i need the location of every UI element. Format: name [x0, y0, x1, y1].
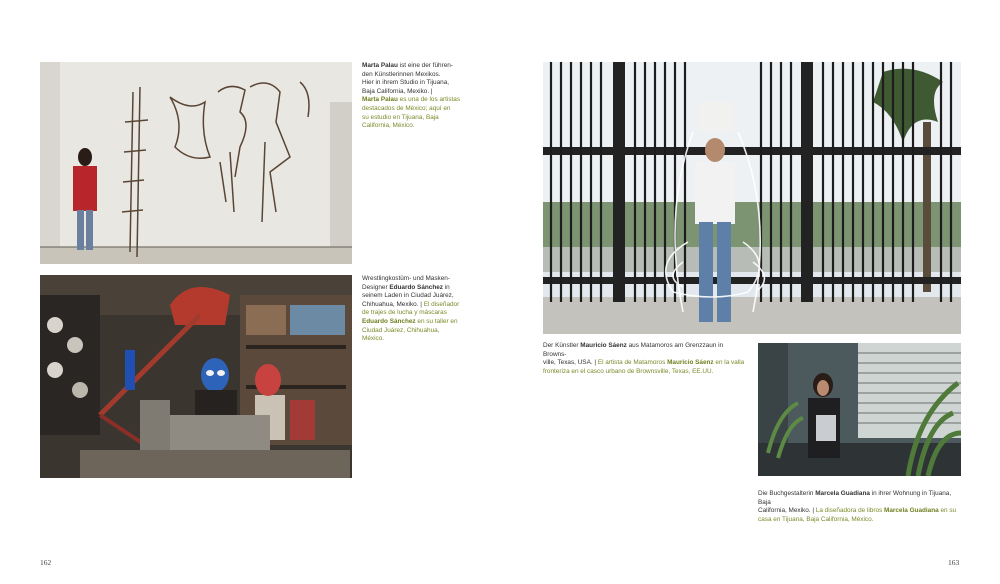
caption-text: ist eine der führen-	[397, 62, 453, 69]
caption-text: in ihrer Wohnung in Tijuana, Baja	[758, 490, 952, 506]
caption-text: ville, Texas, USA. |	[543, 359, 598, 367]
caption-text: de trajes de lucha y máscaras	[362, 309, 447, 317]
caption-text: seinem Laden in Ciudad Juárez,	[362, 292, 454, 300]
name-eduardo-sanchez-de: Eduardo Sánchez	[389, 283, 443, 291]
page-number-left: 162	[40, 558, 52, 567]
caption-mauricio-saenz	[543, 342, 748, 376]
photo-eduardo-sanchez-workshop	[40, 275, 352, 478]
name-mauricio-saenz-es: Mauricio Sáenz	[667, 359, 714, 367]
caption-eduardo-sanchez	[362, 275, 482, 344]
caption-text: su estudio en Tijuana, Baja	[362, 113, 439, 121]
caption-text: La diseñadora de libros	[815, 507, 884, 515]
name-marta-palau-es: Marta Palau	[362, 96, 398, 104]
name-marta-palau-de: Marta Palau	[362, 62, 398, 69]
caption-text: destacados de México; aquí en	[362, 104, 451, 112]
photo-mauricio-saenz-border-fence	[543, 62, 961, 334]
photo-marta-palau-studio	[40, 62, 352, 264]
name-marcela-guadiana-es: Marcela Guadiana	[884, 507, 939, 515]
name-marcela-guadiana-de: Marcela Guadiana	[815, 490, 870, 497]
page-number-right: 163	[948, 558, 960, 567]
caption-text: en la valla	[713, 359, 745, 367]
caption-text: El diseñador	[423, 300, 460, 308]
caption-text: es una de los artistas	[397, 96, 461, 104]
caption-text: in	[442, 283, 450, 291]
caption-text: Designer	[362, 283, 390, 291]
caption-text: California, Mexiko. |	[758, 507, 816, 515]
caption-text: den Künstlerinnen Mexikos.	[362, 70, 441, 78]
caption-text: Die Buchgestalterin	[758, 490, 816, 497]
caption-text: El artista de Matamoros	[597, 359, 668, 367]
caption-text: Chihuahua, Mexiko. |	[362, 300, 424, 308]
caption-marcela-guadiana	[758, 490, 963, 524]
caption-text: Wrestlingkostüm- und Masken-	[362, 275, 450, 282]
caption-text: fronteriza en el casco urbano de Brownsville, Texas, EE.UU.	[543, 367, 714, 375]
caption-marta-palau	[362, 62, 482, 131]
caption-text: casa en Tijuana, Baja California, México.	[758, 515, 874, 523]
caption-text: Ciudad Juárez, Chihuahua,	[362, 326, 440, 334]
caption-text: aus Matamoros am Grenzzaun in Browns-	[543, 342, 724, 358]
photo-marcela-guadiana-home	[758, 343, 961, 476]
name-mauricio-saenz-de: Mauricio Sáenz	[580, 342, 627, 349]
name-eduardo-sanchez-es: Eduardo Sánchez	[362, 317, 416, 325]
caption-text: en su	[938, 507, 957, 515]
caption-text: Baja California, Mexiko. |	[362, 87, 433, 95]
caption-text: Der Künstler	[543, 342, 581, 349]
caption-text: en su taller en	[415, 317, 458, 325]
caption-text: México.	[362, 335, 385, 343]
caption-text: Hier in ihrem Studio in Tijuana,	[362, 79, 450, 87]
caption-text: California, México.	[362, 122, 415, 130]
